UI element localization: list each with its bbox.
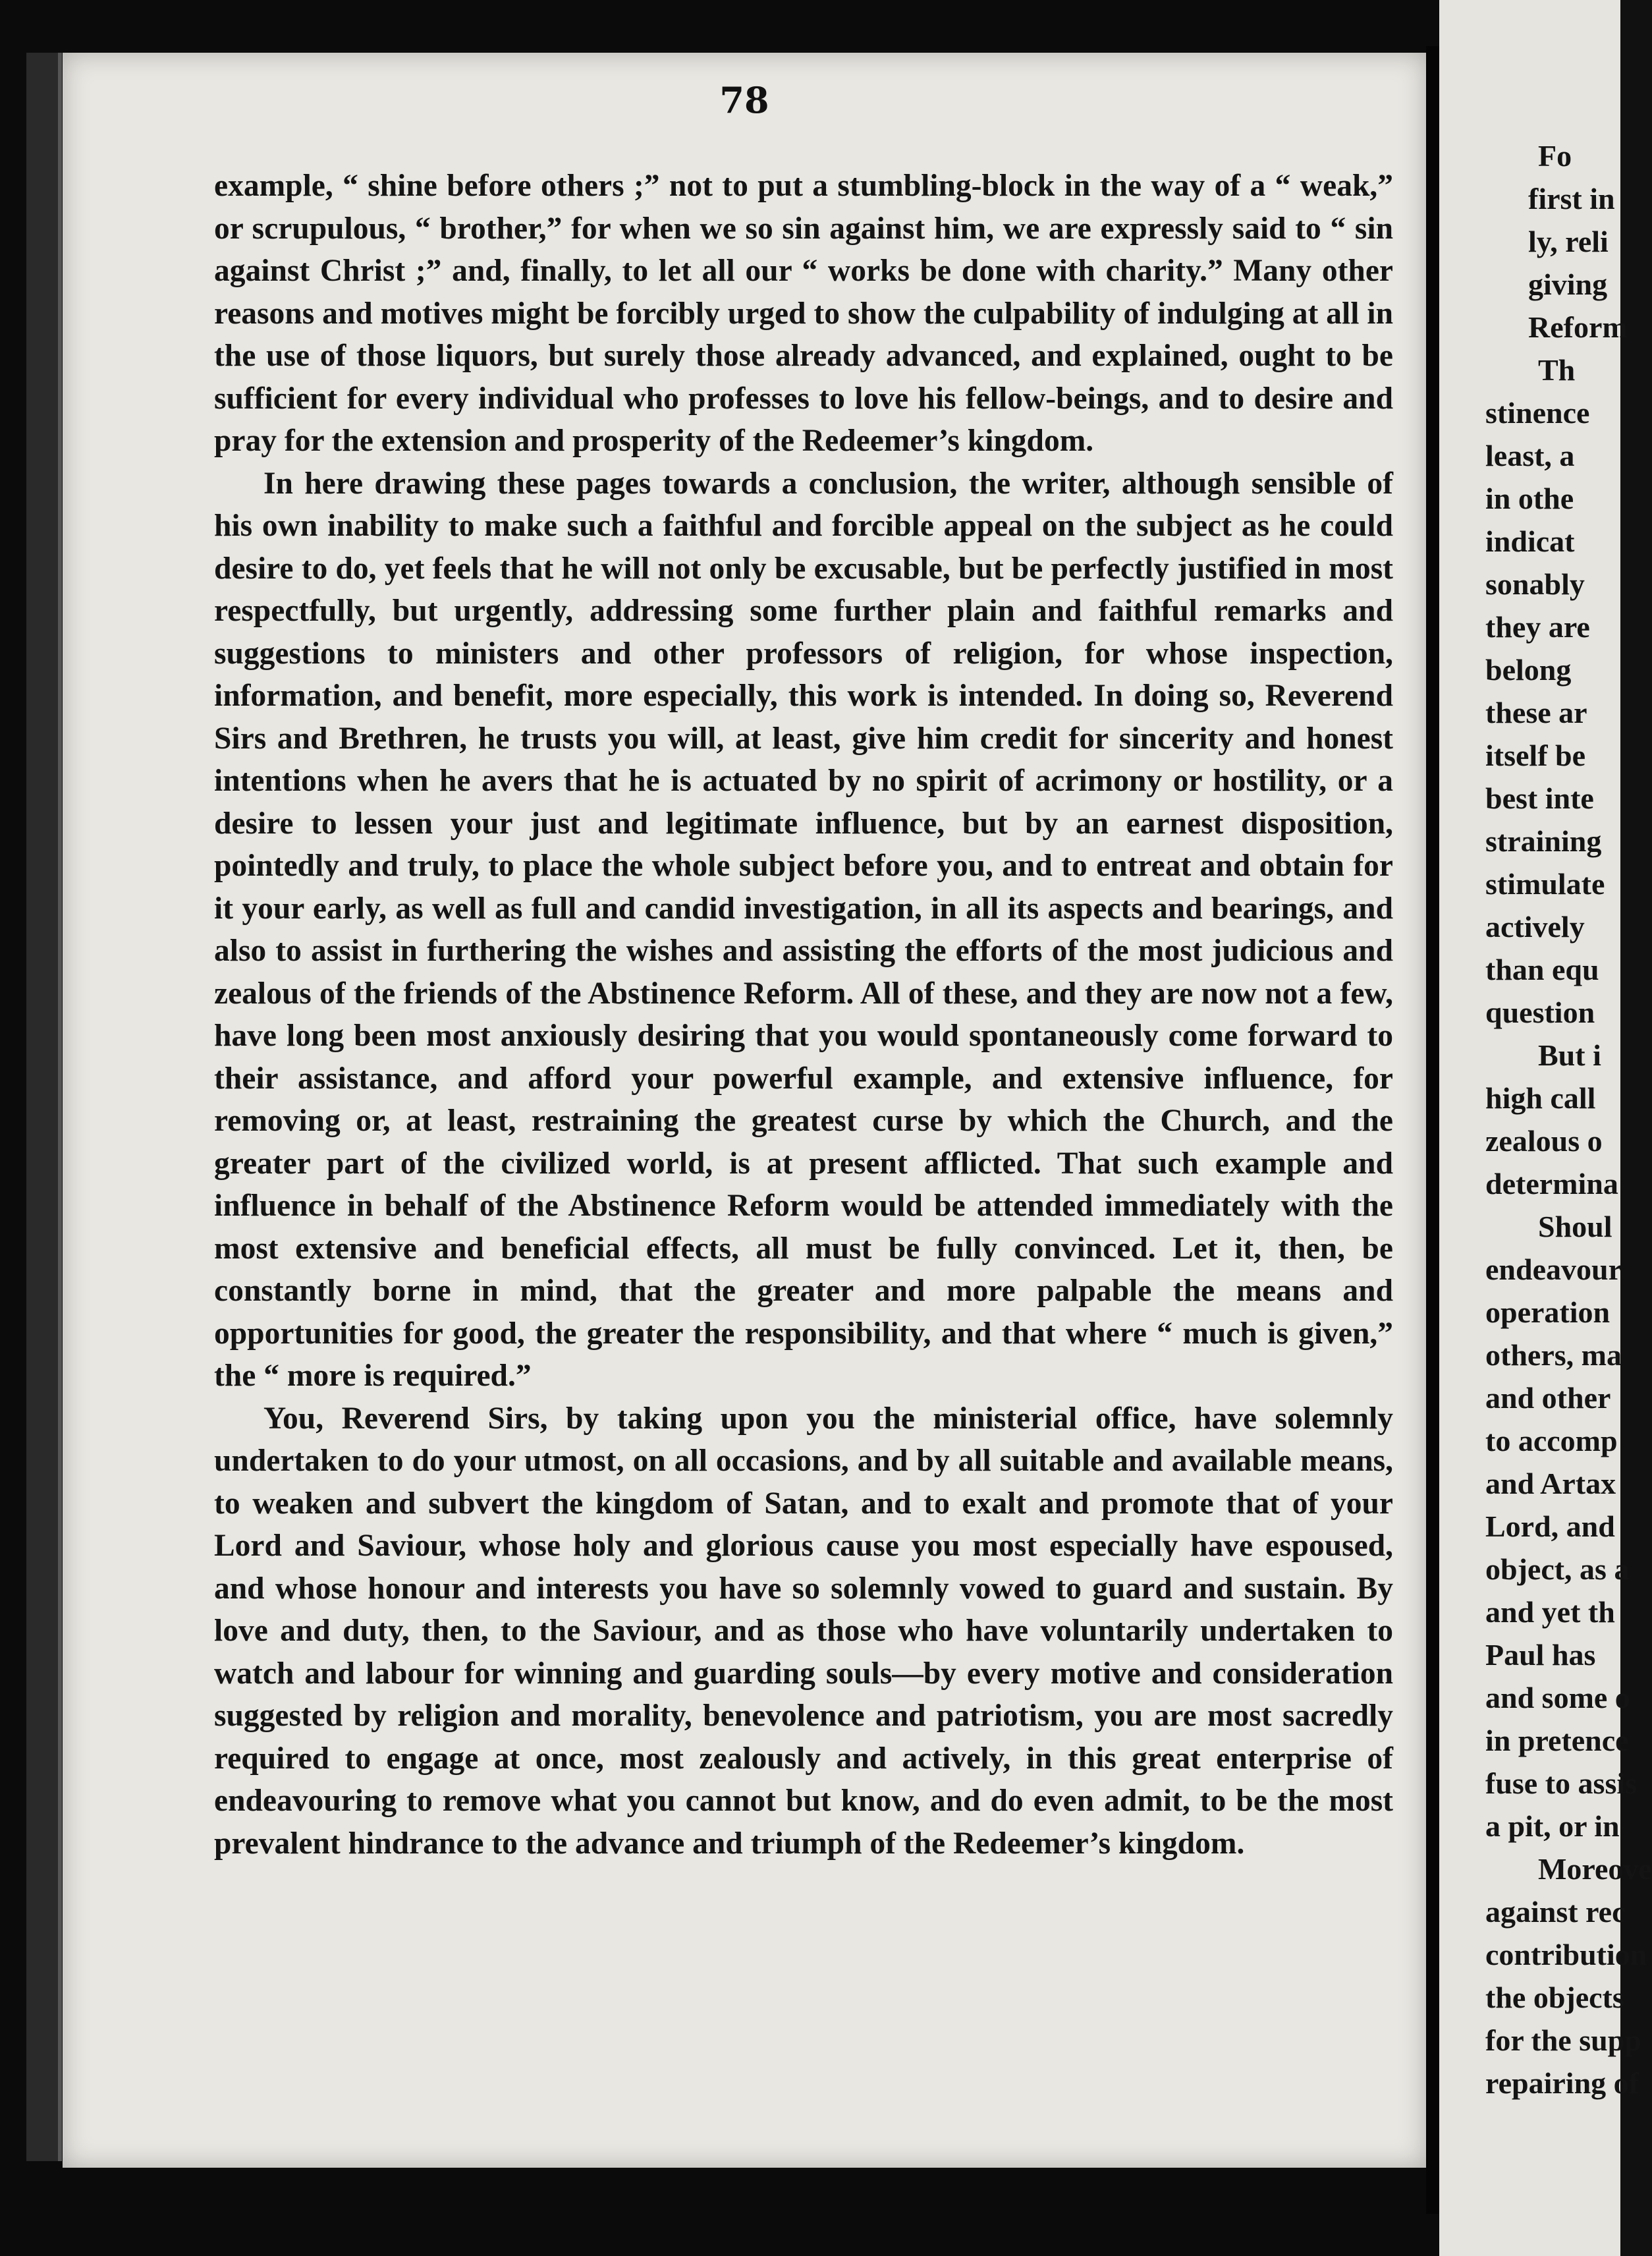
right-page-line: a pit, or in: [1485, 1809, 1620, 1843]
right-page-line: others, ma: [1485, 1338, 1622, 1372]
right-page-line: Paul has: [1485, 1638, 1596, 1672]
right-page-line: ly, reli: [1528, 225, 1609, 258]
right-page-line: first in: [1528, 182, 1615, 215]
right-page-line: determina: [1485, 1167, 1618, 1200]
book-binding-edge: [26, 53, 62, 2161]
right-page-line: object, as a: [1485, 1552, 1630, 1586]
paragraph-3: You, Reverend Sirs, by taking upon you the ministerial office, have solemnly undertaken to do your utmost, on all occasions, and by all suitable and available means, to weaken and subvert the kingdom of Satan, and to exalt and promote that of your Lord and Saviour, whose holy and glorious cause you most especially have espoused, and whose honour and interests you have so solemnly vowed to guard and sustain. By love and duty, then, to the Saviour, and as those who have voluntarily undertaken to watch and labour for winning and guarding souls—by every motive and consideration suggested by religion and morality, benevolence and patriotism, you are most sacredly required to engage at once, most zealously and actively, in this great enterprise of endeavouring to remove what you cannot but know, and do even admit, to be the most prevalent hindrance to the advance and triumph of the Redeemer’s kingdom.: [214, 1401, 1393, 1861]
right-page-line: giving: [1528, 268, 1608, 301]
right-page-line: Th: [1538, 353, 1576, 387]
right-page-line: repairing of: [1485, 2066, 1639, 2100]
page-number: 78: [719, 79, 769, 121]
right-page-line: straining: [1485, 824, 1602, 858]
right-page-line: But i: [1538, 1038, 1601, 1072]
right-page-line: fuse to assis: [1485, 1766, 1638, 1800]
paragraph-1: example, “ shine before others ;” not to put a stumbling-block in the way of a “ weak,” or scrupulous, “ brother,” for when we so sin against him, we are expressly said to “ sin against Christ ;” and, finally, to let all our “ works be done with charity.” Many other reasons and motives might be forcibly urged to show the culpability of indulging at all in the use of those liquors, but surely those already advanced, and explained, ought to be sufficient for every individual who professes to love his fellow-beings, and to desire and pray for the extension and prosperity of the Redeemer’s kingdom.: [214, 169, 1393, 458]
right-page-line: best inte: [1485, 781, 1594, 815]
right-page-line: itself be: [1485, 739, 1586, 772]
right-page-text: [1439, 0, 1652, 2256]
paragraph-2: In here drawing these pages towards a conclusion, the writer, although sensible of his own inability to make such a faithful and forcible appeal on the subject as he could desire to do, yet feels that he will not only be excusable, but be perfectly justified in most respectfully, but urgently, addressing some further plain and faithful remarks and suggestions to ministers and other professors of religion, for whose inspection, information, and benefit, more especially, this work is intended. In doing so, Reverend Sirs and Brethren, he trusts you will, at least, give him credit for sincerity and honest intentions when he avers that he is actuated by no spirit of acrimony or hostility, or a desire to lessen your just and legitimate influence, but by an earnest disposition, pointedly and truly, to place the whole subject before you, and to entreat and obtain for it your early, as well as full and candid investigation, in all its aspects and bearings, and also to assist in furthering the wishes and assisting the efforts of the most judicious and zealous of the friends of the Abstinence Reform. All of these, and they are now not a few, have long been most anxiously desiring that you would spontaneously come forward to their assistance, and afford your powerful example, and extensive influence, for removing or, at least, restraining the greatest curse by which the Church, and the greater part of the civilized world, is at present afflicted. That such example and influence in behalf of the Abstinence Reform would be attended immediately with the most extensive and beneficial effects, all must be fully convinced. Let it, then, be constantly borne in mind, that the greater and more palpable the means and opportunities for good, the greater the responsibility, and that where “ much is given,” the “ more is required.”: [214, 466, 1393, 1393]
page-gutter: [1426, 46, 1439, 2214]
right-page-line: in othe: [1485, 482, 1574, 515]
right-page-line: operation: [1485, 1295, 1611, 1329]
right-page-line: Fo: [1538, 139, 1572, 173]
left-page-body: [214, 165, 1393, 1865]
right-page-line: Lord, and: [1485, 1509, 1615, 1543]
right-page-line: in pretence: [1485, 1724, 1629, 1757]
right-page-line: endeavour: [1485, 1253, 1622, 1286]
right-page-line: and yet th: [1485, 1595, 1615, 1629]
right-page-line: contribution: [1485, 1938, 1647, 1971]
right-page-line: these ar: [1485, 696, 1587, 729]
left-page: [63, 53, 1426, 2168]
right-page-line: and other: [1485, 1381, 1611, 1415]
right-page-line: zealous o: [1485, 1124, 1603, 1158]
right-page-line: stimulate: [1485, 867, 1605, 901]
bottom-shadow: [63, 2168, 1426, 2256]
right-page-line: Shoul: [1538, 1210, 1612, 1243]
right-page-line: and some o: [1485, 1681, 1630, 1714]
right-page-partial: [1439, 0, 1652, 2256]
right-page-line: they are: [1485, 610, 1590, 644]
right-page-line: for the supp: [1485, 2023, 1641, 2057]
right-page-line: high call: [1485, 1081, 1596, 1115]
right-page-line: than equ: [1485, 953, 1599, 986]
right-page-line: indicat: [1485, 524, 1575, 558]
right-page-line: least, a: [1485, 439, 1575, 472]
right-page-line: belong: [1485, 653, 1572, 687]
right-page-line: to accomp: [1485, 1424, 1618, 1457]
right-page-line: actively: [1485, 910, 1585, 944]
right-page-line: sonably: [1485, 567, 1585, 601]
right-page-line: and Artax: [1485, 1467, 1616, 1500]
right-page-line: question: [1485, 996, 1595, 1029]
right-page-line: Reform: [1528, 310, 1628, 344]
right-page-line: the objects: [1485, 1981, 1624, 2014]
right-page-line: Moreove: [1538, 1852, 1652, 1886]
right-page-line: against rec: [1485, 1895, 1626, 1929]
right-page-line: stinence: [1485, 396, 1590, 430]
